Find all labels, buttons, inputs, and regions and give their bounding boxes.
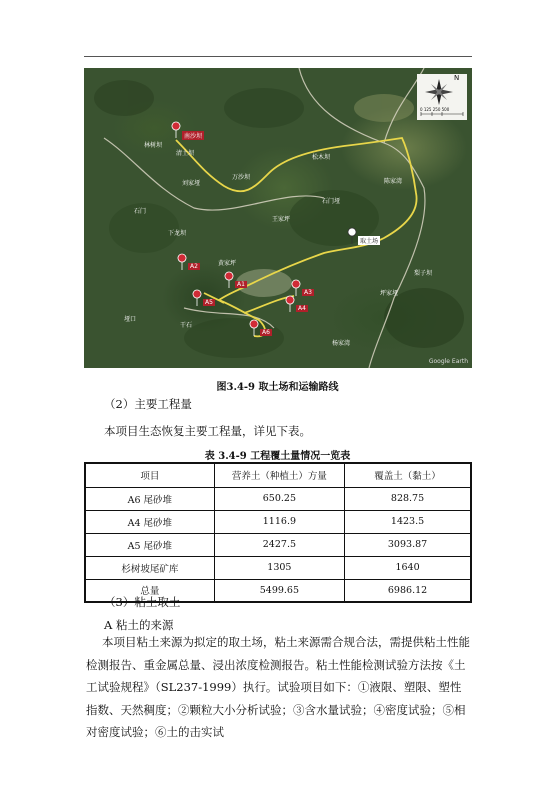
earthwork-table	[84, 462, 472, 603]
table-cell: A4 尾砂堆	[85, 510, 214, 533]
place-label: 王家坪	[272, 216, 291, 223]
table-cell: 1116.9	[214, 510, 344, 533]
place-label: 林树坝	[144, 142, 163, 149]
pin-label-a6: A6	[262, 329, 270, 336]
header-rule	[84, 56, 472, 57]
table-row	[85, 556, 471, 579]
table-cell: A6 尾砂堆	[85, 487, 214, 510]
table-cell: 5499.65	[214, 579, 344, 602]
table-cell: 3093.87	[345, 533, 471, 556]
place-label: 杨家湾	[332, 340, 351, 347]
intro-line: 本项目生态恢复主要工程量，详见下表。	[104, 424, 311, 438]
pin-label-a3: A3	[304, 289, 312, 296]
place-label: 清土坝	[176, 150, 195, 157]
satellite-map	[84, 68, 472, 368]
pin-label-a5: A5	[205, 299, 213, 306]
table-caption: 表 3.4-9 工程覆土量情况一览表	[204, 451, 351, 462]
table-cell: 杉树坡尾矿库	[85, 556, 214, 579]
table-cell: 1423.5	[345, 510, 471, 533]
place-label: 梨子坝	[414, 270, 433, 277]
place-label: 干石	[180, 322, 193, 329]
compass-box	[417, 74, 467, 120]
table-header: 营养土（种植土）方量	[214, 463, 344, 487]
scale-bar-text: 0 125 250 500	[420, 107, 450, 112]
table-cell: 828.75	[345, 487, 471, 510]
place-label: 刘家垭	[182, 180, 201, 187]
pin-label-a1: A1	[237, 281, 245, 288]
table-cell: 6986.12	[345, 579, 471, 602]
table-header-row	[85, 463, 471, 487]
place-label: 松木坝	[312, 154, 331, 161]
table-cell: 1305	[214, 556, 344, 579]
pin-label-borrow-site: 取土场	[360, 238, 379, 245]
place-label: 下龙坝	[168, 230, 187, 237]
body-paragraph: 本项目粘土来源为拟定的取土场，粘土来源需合规合法，需提供粘土性能检测报告、重金属总量、浸出浓度检测报告。粘土性能检测试验方法按《土工试验规程》（SL237-1999）执行。试验项目如下：①液限、塑限、塑性指数、天然稠度；②颗粒大小分析试验；③含水量试验；④密度试验；⑤相对密度试验；⑥土的击实试	[86, 635, 470, 739]
place-label: 坪家垭	[380, 290, 399, 297]
section-3-heading: （3）粘土取土	[104, 595, 181, 609]
place-label: 黄家坪	[218, 260, 237, 267]
subheading-a: A 粘土的来源	[104, 618, 174, 632]
pin-label-a2: A2	[190, 263, 198, 270]
table-header: 覆盖土（黏土）	[345, 463, 471, 487]
table-header: 项目	[85, 463, 214, 487]
figure-caption: 图3.4-9 取土场和运输路线	[216, 382, 339, 393]
place-label: 陈家湾	[384, 178, 403, 185]
place-label: 万沙坝	[232, 174, 251, 181]
place-label: 垭口	[124, 316, 137, 323]
place-label: 石门垭	[322, 198, 341, 205]
table-cell: 1640	[345, 556, 471, 579]
compass-rose-icon	[417, 74, 467, 120]
map-credit: Google Earth	[428, 358, 468, 365]
pin-label-a4: A4	[298, 305, 306, 312]
table-cell: 2427.5	[214, 533, 344, 556]
table-cell: A5 尾砂堆	[85, 533, 214, 556]
table-row	[85, 487, 471, 510]
table-row	[85, 533, 471, 556]
table-cell: 650.25	[214, 487, 344, 510]
pin-label-nanshaba: 南沙坝	[184, 133, 203, 140]
section-2-heading: （2）主要工程量	[104, 397, 192, 411]
north-label: N	[454, 74, 460, 82]
table-cell: 总量	[85, 579, 214, 602]
table-row	[85, 510, 471, 533]
place-label: 石门	[134, 208, 147, 215]
